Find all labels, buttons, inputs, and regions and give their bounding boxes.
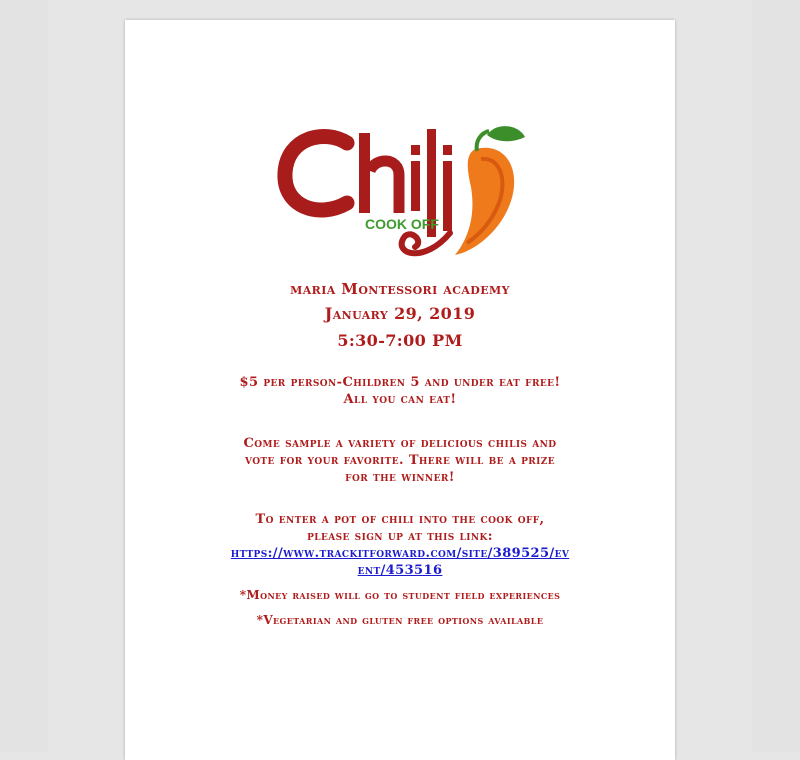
event-time: 5:30-7:00 PM — [337, 331, 463, 350]
signup-link-part-2: ent/453516 — [357, 563, 443, 578]
entry-line-1: To enter a pot of chili into the cook off, — [255, 512, 545, 527]
sample-line-3: for the winner! — [345, 470, 455, 485]
logo-letter-i1-dot — [411, 145, 420, 155]
flyer-content — [125, 280, 675, 628]
school-name: maria Montessori academy — [290, 280, 510, 298]
logo-letter-c — [285, 136, 347, 210]
sample-line-2: vote for your favorite. There will be a prize — [244, 453, 556, 468]
pepper-icon — [455, 148, 514, 255]
entry-info — [125, 511, 675, 579]
logo-letter-h-arch — [370, 161, 399, 213]
flyer-page — [125, 20, 675, 760]
event-date: January 29, 2019 — [324, 304, 476, 323]
signup-link-part-1: https://www.trackitforward.com/site/389525/ev — [230, 546, 570, 561]
entry-line-2: please sign up at this link: — [307, 529, 493, 544]
money-note: *Money raised will go to student field experiences — [239, 588, 561, 602]
signup-link[interactable] — [125, 545, 675, 579]
logo-letter-i2-stem — [443, 161, 452, 231]
chili-cook-off-logo — [275, 115, 545, 275]
sample-line-1: Come sample a variety of delicious chilis and — [243, 436, 557, 451]
left-gutter — [0, 0, 48, 752]
price-line-2: All you can eat! — [343, 392, 457, 407]
leaf-icon — [487, 126, 525, 141]
logo-swirl — [402, 233, 450, 253]
price-info — [125, 374, 675, 408]
sample-info — [125, 435, 675, 486]
logo-letter-i1-stem — [411, 161, 420, 211]
logo-letter-i2-dot — [443, 145, 452, 155]
options-note: *Vegetarian and gluten free options available — [256, 613, 544, 627]
logo-letter-h-stem — [359, 133, 370, 213]
right-gutter — [752, 0, 800, 752]
logo-tagline: COOK OFF — [365, 216, 439, 232]
price-line-1: $5 per person-Children 5 and under eat free! — [239, 375, 561, 390]
